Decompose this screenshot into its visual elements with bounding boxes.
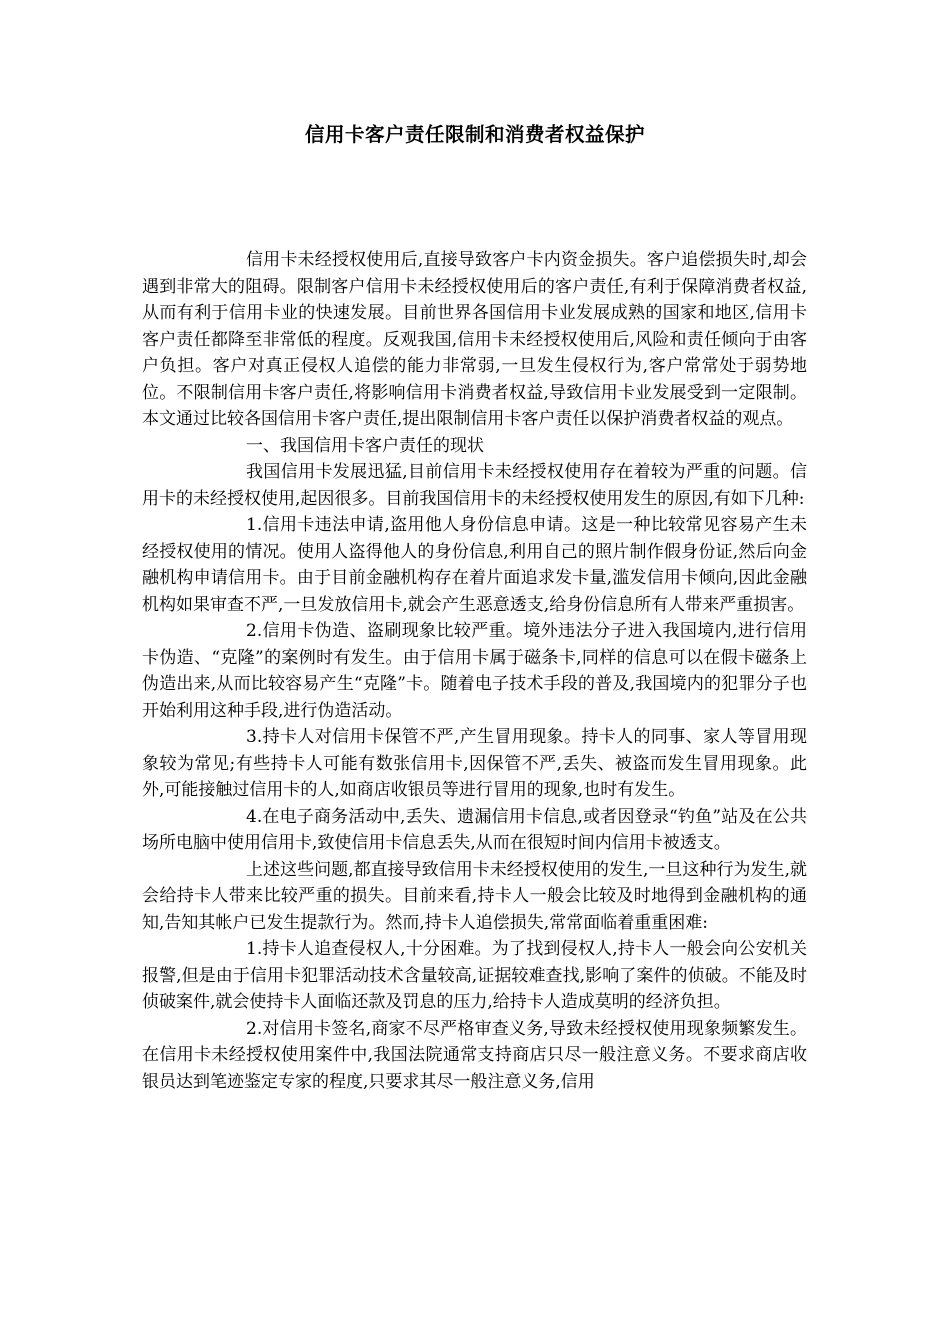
document-title: 信用卡客户责任限制和消费者权益保护 [304,123,645,146]
paragraph-cause-3: 3.持卡人对信用卡保管不严,产生冒用现象。持卡人的同事、家人等冒用现象较为常见;有些持卡人可能有数张信用卡,因保管不严,丢失、被盗而发生冒用现象。此外,可能接触过信用卡的人,如商店收银员等进行冒用的现象,也时有发生。 [142,727,807,800]
paragraph-summary: 上述这些问题,都直接导致信用卡未经授权使用的发生,一旦这种行为发生,就会给持卡人带来比较严重的损失。目前来看,持卡人一般会比较及时地得到金融机构的通知,告知其帐户已发生提款行为。然而,持卡人追偿损失,常常面临着重重困难: [142,859,807,933]
section-heading-1: 一、我国信用卡客户责任的现状 [246,435,484,456]
paragraph-cause-4: 4.在电子商务活动中,丢失、遗漏信用卡信息,或者因登录“钓鱼”站及在公共场所电脑中使用信用卡,致使信用卡信息丢失,从而在很短时间内信用卡被透支。 [142,806,807,853]
paragraph-cause-2: 2.信用卡伪造、盗刷现象比较严重。境外违法分子进入我国境内,进行信用卡伪造、“克隆”的案例时有发生。由于信用卡属于磁条卡,同样的信息可以在假卡磁条上伪造出来,从而比较容易产生“克隆”卡。随着电子技术手段的普及,我国境内的犯罪分子也开始利用这种手段,进行伪造活动。 [142,621,807,721]
document-body [142,247,807,1095]
paragraph-cause-1: 1.信用卡违法申请,盗用他人身份信息申请。这是一种比较常见容易产生未经授权使用的情况。使用人盗得他人的身份信息,利用自己的照片制作假身份证,然后向金融机构申请信用卡。由于目前金融机构存在着片面追求发卡量,滥发信用卡倾向,因此金融机构如果审查不严,一旦发放信用卡,就会产生恶意透支,给身份信息所有人带来严重损害。 [142,515,807,615]
paragraph-section-1-intro: 我国信用卡发展迅猛,目前信用卡未经授权使用存在着较为严重的问题。信用卡的未经授权使用,起因很多。目前我国信用卡的未经授权使用发生的原因,有如下几种: [142,462,807,509]
paragraph-difficulty-2: 2.对信用卡签名,商家不尽严格审查义务,导致未经授权使用现象频繁发生。在信用卡未经授权使用案件中,我国法院通常支持商店只尽一般注意义务。不要求商店收银员达到笔迹鉴定专家的程度,只要求其尽一般注意义务,信用 [142,1018,807,1092]
paragraph-difficulty-1: 1.持卡人追查侵权人,十分困难。为了找到侵权人,持卡人一般会向公安机关报警,但是由于信用卡犯罪活动技术含量较高,证据较难查找,影响了案件的侦破。不能及时侦破案件,就会使持卡人面临还款及罚息的压力,给持卡人造成莫明的经济负担。 [142,939,807,1012]
paragraph-intro: 信用卡未经授权使用后,直接导致客户卡内资金损失。客户追偿损失时,却会遇到非常大的阻碍。限制客户信用卡未经授权使用后的客户责任,有利于保障消费者权益,从而有利于信用卡业的快速发展。目前世界各国信用卡业发展成熟的国家和地区,信用卡客户责任都降至非常低的程度。反观我国,信用卡未经授权使用后,风险和责任倾向于由客户负担。客户对真正侵权人追偿的能力非常弱,一旦发生侵权行为,客户常常处于弱势地位。不限制信用卡客户责任,将影响信用卡消费者权益,导致信用卡业发展受到一定限制。本文通过比较各国信用卡客户责任,提出限制信用卡客户责任以保护消费者权益的观点。 [142,250,807,429]
